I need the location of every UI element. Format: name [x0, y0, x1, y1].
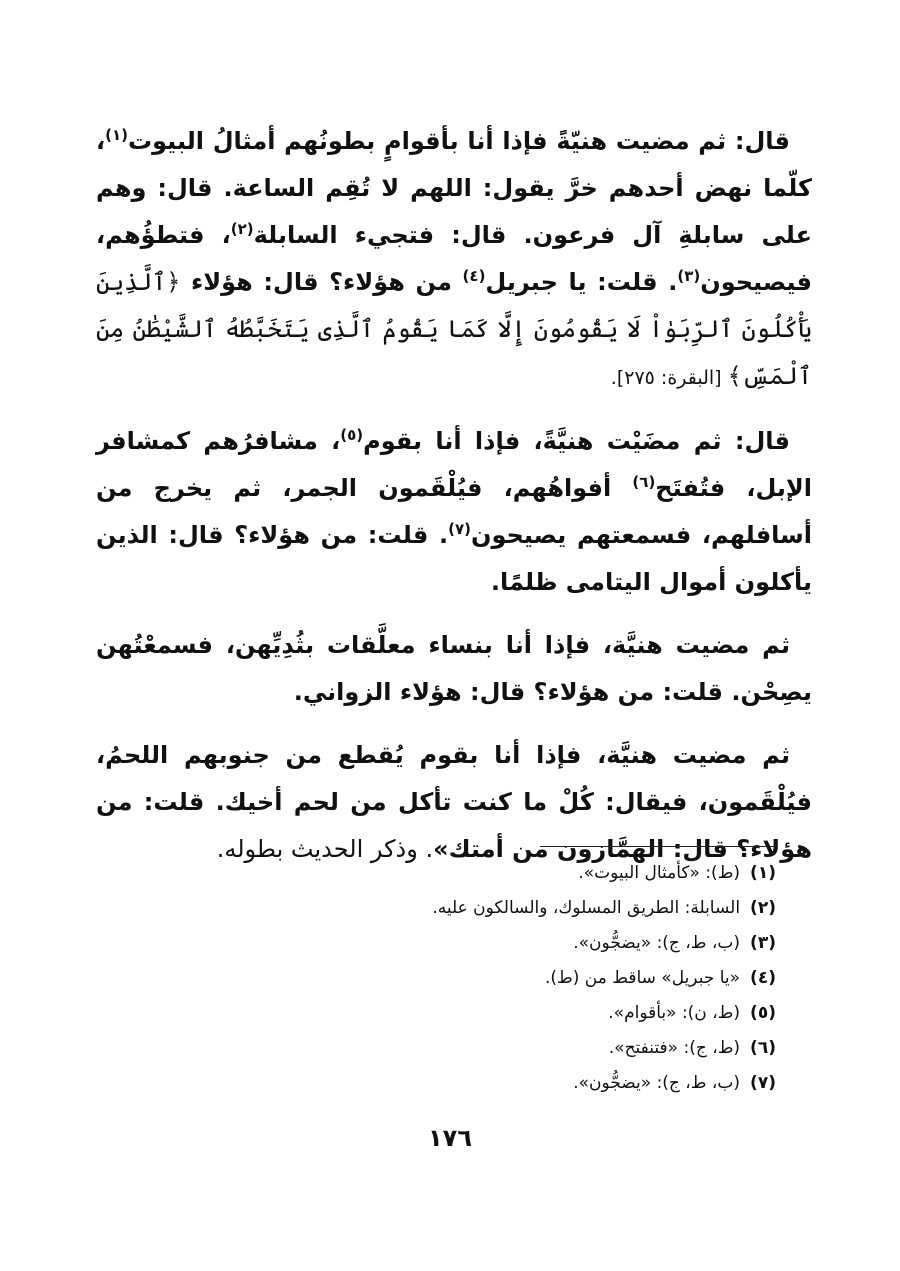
paragraph-3	[96, 622, 812, 716]
footnote-text: (ط، ج): «فتنفتح».	[608, 1038, 741, 1058]
text-segment: أفواهُهم، فيُلْقَمون الجمر، ثم يخرج من أسافلهم، فسمعتهم يصيحون	[96, 474, 812, 549]
footnote-marker: (٤)	[462, 267, 486, 285]
text-segment: من هؤلاء؟ قال: هؤلاء	[180, 268, 463, 296]
footnote	[300, 1066, 776, 1101]
text-segment: . قلت: يا جبريل	[485, 268, 678, 296]
page-number: ١٧٦	[428, 1124, 472, 1152]
footnotes	[300, 856, 776, 1101]
quran-verse: ﴿ٱلَّذِينَ يَأْكُلُونَ ٱلرِّبَوٰاْ لَا يَقُومُونَ إِلَّا كَمَا يَقُومُ ٱلَّذِى يَتَخَبَّطُهُ ٱلشَّيْطَٰنُ مِنَ ٱلْمَسِّ﴾	[96, 268, 812, 390]
text-segment: ، كلّما نهض أحدهم خرَّ يقول: اللهم لا تُقِم الساعة. قال: وهم على سابلةِ آل فرعون. قال: فتجيء السابلة	[96, 127, 812, 249]
verse-reference: [البقرة: ٢٧٥].	[610, 367, 728, 389]
paragraph-4	[96, 732, 812, 873]
footnote-number: (٢)	[750, 898, 776, 918]
main-text	[96, 118, 812, 889]
footnote-marker: (١)	[105, 126, 128, 144]
footnote-text: (ب، ط، ج): «يضجُّون».	[573, 933, 741, 953]
footnote	[300, 1031, 776, 1066]
text-segment: ثم مضيت هنيَّة، فإذا أنا بقوم يُقطع من جنوبهم اللحمُ، فيُلْقَمون، فيقال: كُلْ ما كنت تأكل من لحم أخيك. قلت: من هؤلاء؟ قال: الهمَّازون من أمتك»	[96, 741, 812, 863]
paragraph-1	[96, 118, 812, 402]
footnote-marker: (٢)	[230, 220, 254, 238]
footnote-text: (ط): «كأمثال البيوت».	[578, 863, 741, 883]
footnote-separator	[540, 846, 776, 847]
footnote-marker: (٦)	[632, 473, 656, 491]
footnote	[300, 856, 776, 891]
footnote	[300, 926, 776, 961]
footnote	[300, 961, 776, 996]
footnote	[300, 891, 776, 926]
text-segment: . وذكر الحديث بطوله.	[216, 835, 434, 863]
footnote-number: (٤)	[750, 968, 776, 988]
text-segment: قال: ثم مضيت هنيّةً فإذا أنا بأقوامٍ بطونُهم أمثالُ البيوت	[128, 127, 790, 155]
footnote-number: (٧)	[750, 1073, 776, 1093]
text-segment: ثم مضيت هنيَّة، فإذا أنا بنساء معلَّقات بثُدِيِّهن، فسمعْتُهن يصِحْن. قلت: من هؤلاء؟ قال: هؤلاء الزواني.	[96, 631, 812, 706]
text-segment: قال: ثم مضَيْت هنيَّةً، فإذا أنا بقوم	[363, 427, 790, 455]
footnote-marker: (٣)	[677, 267, 701, 285]
text-segment: ، مشافرُهم كمشافر الإبل، فتُفتَح	[96, 427, 813, 502]
footnote-text: السابلة: الطريق المسلوك، والسالكون عليه.	[432, 898, 741, 918]
footnote-number: (٣)	[750, 933, 776, 953]
text-segment: . قلت: من هؤلاء؟ قال: الذين يأكلون أموال اليتامى ظلمًا.	[96, 521, 812, 596]
paragraph-2	[96, 418, 812, 606]
footnote-marker: (٧)	[448, 520, 471, 538]
footnote-text: (ط، ن): «بأقوام».	[608, 1003, 741, 1023]
footnote-text: «يا جبريل» ساقط من (ط).	[544, 968, 741, 988]
footnote-number: (١)	[750, 863, 776, 883]
text-segment: ، فتطؤُهم، فيصيحون	[96, 221, 812, 296]
footnote-marker: (٥)	[340, 426, 364, 444]
footnote	[300, 996, 776, 1031]
footnote-number: (٦)	[750, 1038, 776, 1058]
footnote-number: (٥)	[750, 1003, 776, 1023]
footnote-text: (ب، ط، ج): «يضجُّون».	[573, 1073, 741, 1093]
